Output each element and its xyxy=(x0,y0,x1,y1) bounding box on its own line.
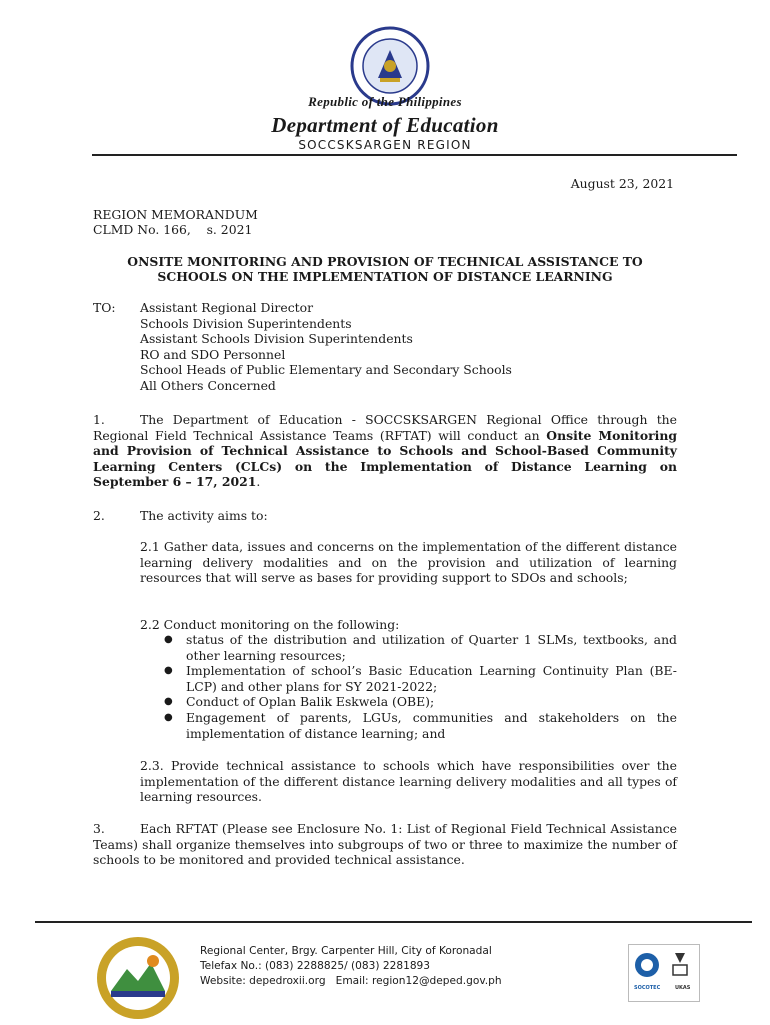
recipients-list xyxy=(140,300,700,394)
paragraph-1-end: . xyxy=(256,474,261,490)
memo-date: August 23, 2021 xyxy=(570,176,674,191)
footer-telefax: Telefax No.: (083) 2288825/ (083) 2281893 xyxy=(200,960,431,972)
recipient: RO and SDO Personnel xyxy=(140,346,286,362)
bullet-item: ● Engagement of parents, LGUs, communities and stakeholders on the implementation of distance learning; and xyxy=(140,710,677,741)
memo-type: REGION MEMORANDUM xyxy=(93,207,258,222)
socotec-label: SOCOTEC xyxy=(634,985,661,991)
bullet-item: ● Implementation of school’s Basic Education Learning Continuity Plan (BE-LCP) and other plans for SY 2021-2022; xyxy=(140,663,677,694)
recipient: Schools Division Superintendents xyxy=(140,315,352,331)
monitoring-bullets xyxy=(140,632,677,741)
ukas-label: UKAS xyxy=(675,985,691,991)
paragraph-2-3: 2.3. Provide technical assistance to schools which have responsibilities over the implementation of the different distance learning delivery modalities and all types of learning resources. xyxy=(140,758,677,805)
footer-contact xyxy=(200,944,502,989)
regional-office-logo xyxy=(95,935,181,1021)
recipient: Assistant Regional Director xyxy=(140,300,313,315)
paragraph-3: 3. Each RFTAT (Please see Enclosure No. 1: List of Regional Field Technical Assistance Teams) shall organize themselves into subgroups of two or three to maximize the number of schools to be monitored and provided technical assistance. xyxy=(93,821,677,868)
bullet-item: ● Conduct of Oplan Balik Eskwela (OBE); xyxy=(140,694,677,710)
republic-label: Republic of the Philippines xyxy=(308,94,462,109)
paragraph-2-2: 2.2 Conduct monitoring on the following: xyxy=(140,617,400,632)
header-divider xyxy=(92,154,737,156)
paragraph-1-emphasis: Onsite Monitoring and Provision of Technical Assistance to Schools and School-Based Community Learning Centers (CLCs) on the Implementation of Distance Learning on September 6 – 17, 2021 xyxy=(93,427,678,490)
memo-title-line2: SCHOOLS ON THE IMPLEMENTATION OF DISTANCE LEARNING xyxy=(157,269,613,284)
paragraph-1-text: The Department of Education - SOCCSKSARGEN Regional Office through the Regional Field Technical Assistance Teams (RFTAT) will conduct an xyxy=(93,412,677,443)
paragraph-1: 1. The Department of Education - SOCCSKSARGEN Regional Office through the Regional Field Technical Assistance Teams (RFTAT) will conduct an Onsite Monitoring and Provision of Technical Assistance to Schools and School-Based Community Learning Centers (CLCs) on the Implementation of Distance Learning on September 6 – 17, 2021. xyxy=(93,412,678,490)
memo-number: CLMD No. 166, s. 2021 xyxy=(93,222,253,237)
footer-website-email: Website: depedroxii.org Email: region12@deped.gov.ph xyxy=(200,975,502,987)
paragraph-2-text: The activity aims to: xyxy=(140,508,268,523)
iso-certification-badge xyxy=(628,944,700,1002)
recipient: Assistant Schools Division Superintendents xyxy=(140,331,413,347)
paragraph-2-number: 2. xyxy=(93,508,105,523)
recipient: All Others Concerned xyxy=(140,377,276,393)
region-label: SOCCSKSARGEN REGION xyxy=(298,138,472,152)
bullet-item: ● status of the distribution and utilization of Quarter 1 SLMs, textbooks, and other learning resources; xyxy=(140,632,677,663)
department-title: Department of Education xyxy=(271,113,499,137)
paragraph-3-text: Each RFTAT (Please see Enclosure No. 1: List of Regional Field Technical Assistance Teams) shall organize themselves into subgroups of two or three to maximize the number of schools to be monitored and provided technical assistance. xyxy=(93,821,677,868)
to-label: TO: xyxy=(93,300,116,315)
footer-address: Regional Center, Brgy. Carpenter Hill, City of Koronadal xyxy=(200,945,492,957)
memo-title-line1: ONSITE MONITORING AND PROVISION OF TECHNICAL ASSISTANCE TO xyxy=(127,254,643,269)
paragraph-2-1: 2.1 Gather data, issues and concerns on the implementation of the different distance learning delivery modalities and on the provision and utilization of learning resources that will serve as bases for providing support to SDOs and schools; xyxy=(140,539,677,586)
recipient: School Heads of Public Elementary and Secondary Schools xyxy=(140,362,512,378)
footer-divider xyxy=(35,921,752,923)
